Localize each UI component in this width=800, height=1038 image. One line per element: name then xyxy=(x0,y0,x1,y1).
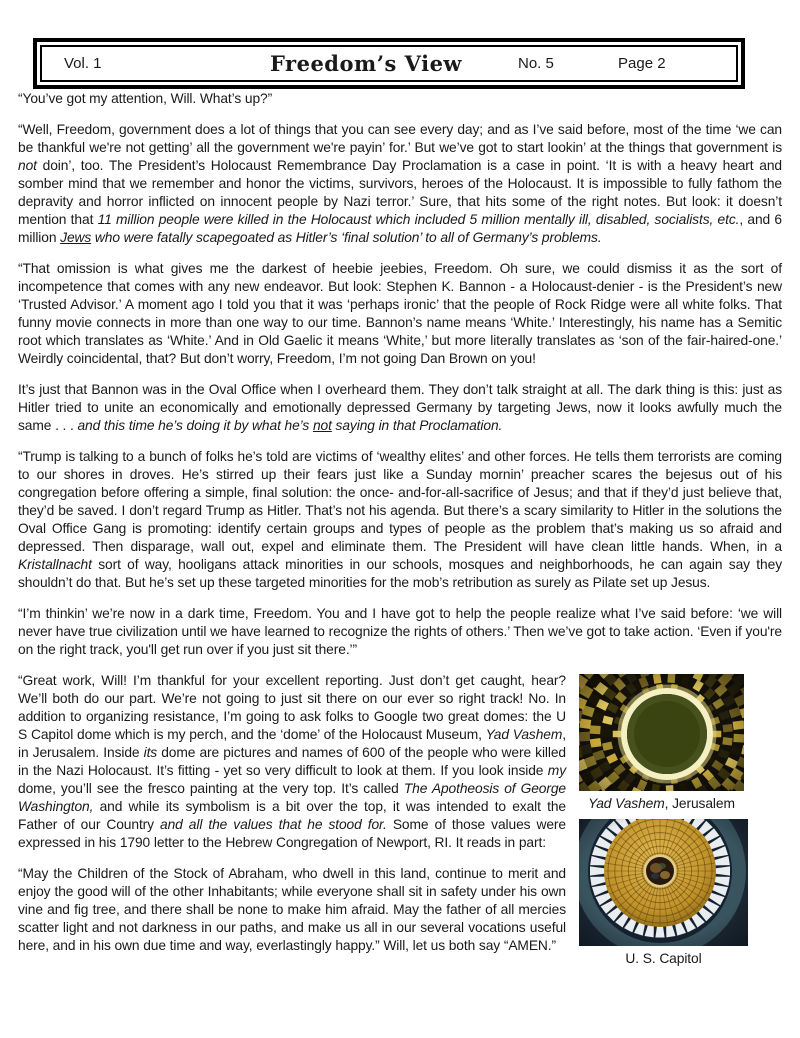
paragraph-6: “I’m thinkin’ we’re now in a dark time, Freedom. You and I have got to help the people realize what I’ve said before: ‘we will never have true civilization until we have learned to recognize the rights of others.’ Then we’ve got to take action. ‘Even if you're on the right track, you'll get run over if you just sit there.’” xyxy=(18,606,782,657)
page-number-label: Page 2 xyxy=(618,55,666,72)
paragraph-2: “Well, Freedom, government does a lot of things that you can see every day; and as I’ve said before, most of the time ‘we can be thankful we're not getting’ all the government we're payin’ for.’ But we’ve got to start lookin’ at the things that government is not doin’, too. The President’s Holocaust Remembrance Day Proclamation is a case in point. ‘It is with a heavy heart and somber mind that we remember and honor the victims, survivors, heroes of the Holocaust. It is impossible to fully fathom the depravity and horror inflicted on innocent people by Nazi terror.’ Sure, that hits some of the right notes. But look: it doesn’t mention that 11 million people were killed in the Holocaust which included 5 million mentally ill, disabled, socialists, etc., and 6 million Jews who were fatally scapegoated as Hitler’s ‘final solution’ to all of Germany’s problems. xyxy=(18,122,782,245)
figure-yad-vashem xyxy=(579,674,782,813)
paragraph-3: “That omission is what gives me the darkest of heebie jeebies, Freedom. Oh sure, we could dismiss it as the sort of incompetence that comes with any new endeavor. But look: Stephen K. Bannon - a Holocaust-denier - is the President’s new ‘Trusted Advisor.’ A moment ago I told you that it was ‘perhaps ironic’ that the people of Rock Ridge were all white folks. That funny movie connects in more than one way to our time. Bannon’s name means ‘White.’ Interestingly, his name has a Semitic root which translates as ‘White.’ And in Old Gaelic it means ‘White,’ but more literally translates as ‘son of the fair-haired-one.’ Weirdly coincidental, that? But don’t worry, Freedom, I’m not going Dan Brown on you! xyxy=(18,261,782,366)
us-capitol-dome-image xyxy=(579,819,748,946)
yad-vashem-caption: Yad Vashem, Jerusalem xyxy=(588,796,735,811)
paragraph-1: “You’ve got my attention, Will. What’s up?” xyxy=(18,91,273,106)
masthead xyxy=(33,38,745,89)
figure-us-capitol xyxy=(579,819,782,968)
paragraph-8: “May the Children of the Stock of Abraham, who dwell in this land, continue to merit and enjoy the good will of the other Inhabitants; while everyone shall sit in safety under his own vine and fig tree, and there shall be none to make him afraid. May the father of all mercies scatter light and not darkness in our paths, and make us all in our several vocations useful here, and in his own due time and way, everlastingly happy.” Will, let us both say “AMEN.” xyxy=(18,866,566,953)
newsletter-title: Freedom’s View xyxy=(269,51,463,76)
paragraph-7: “Great work, Will! I’m thankful for your excellent reporting. Just don’t get caught, hear? We’ll both do our part. We’re not going to just sit there on our ever so right track! No. In addition to organizing resistance, I’m going to ask folks to Google two great domes: the U S Capitol dome which is my perch, and the ‘dome’ of the Holocaust Museum, Yad Vashem, in Jerusalem. Inside its dome are pictures and names of 600 of the people who were killed in the Nazi Holocaust. It’s fitting - yet so very difficult to look at them. If you look inside my dome, you’ll see the fresco painting at the very top. It’s called The Apotheosis of George Washington, and while its symbolism is a bit over the top, it was intended to exalt the Father of our Country and all the values that he stood for. Some of those values were expressed in his 1790 letter to the Hebrew Congregation of Newport, RI. It reads in part: xyxy=(18,673,567,850)
figure-column xyxy=(579,672,782,974)
issue-number-label: No. 5 xyxy=(518,55,554,72)
paragraph-4: It’s just that Bannon was in the Oval Office when I overheard them. They don’t talk straight at all. The dark thing is this: just as Hitler tried to unite an economically and emotionally depressed Germany by targeting Jews, now it looks awfully much the same . . . and this time he’s doing it by what he’s not saying in that Proclamation. xyxy=(18,382,782,433)
paragraph-5: “Trump is talking to a bunch of folks he’s told are victims of ‘wealthy elites’ and other forces. He tells them terrorists are coming to our shores in droves. He’s stirred up their fears just like a Sunday mornin’ preacher scares the bejesus out of his congregation before offering a simple, final solution: the once- and-for-all-sacrifice of Jesus; and that if they’d just believe that, they’d be saved. I don’t regard Trump as Hitler. That’s not his agenda. But there’s a scary similarity to Hitler in the solutions the Oval Office Gang is promoting: identify certain groups and types of people as the problem that’s making us so afraid and depressed. Then disparage, wall out, expel and eliminate them. The President will have clean little hands. When, in a Kristallnacht sort of way, hooligans attack minorities in our schools, mosques and neighborhoods, he can again say they shouldn’t do that. But he’s set up these targeted minorities for the mob’s retribution as surely as Pilate set up Jesus. xyxy=(18,449,782,590)
article-body xyxy=(18,90,782,974)
yad-vashem-dome-image xyxy=(579,674,744,791)
masthead-inner-frame xyxy=(40,45,738,82)
us-capitol-caption: U. S. Capitol xyxy=(625,951,702,966)
volume-label: Vol. 1 xyxy=(64,55,102,72)
